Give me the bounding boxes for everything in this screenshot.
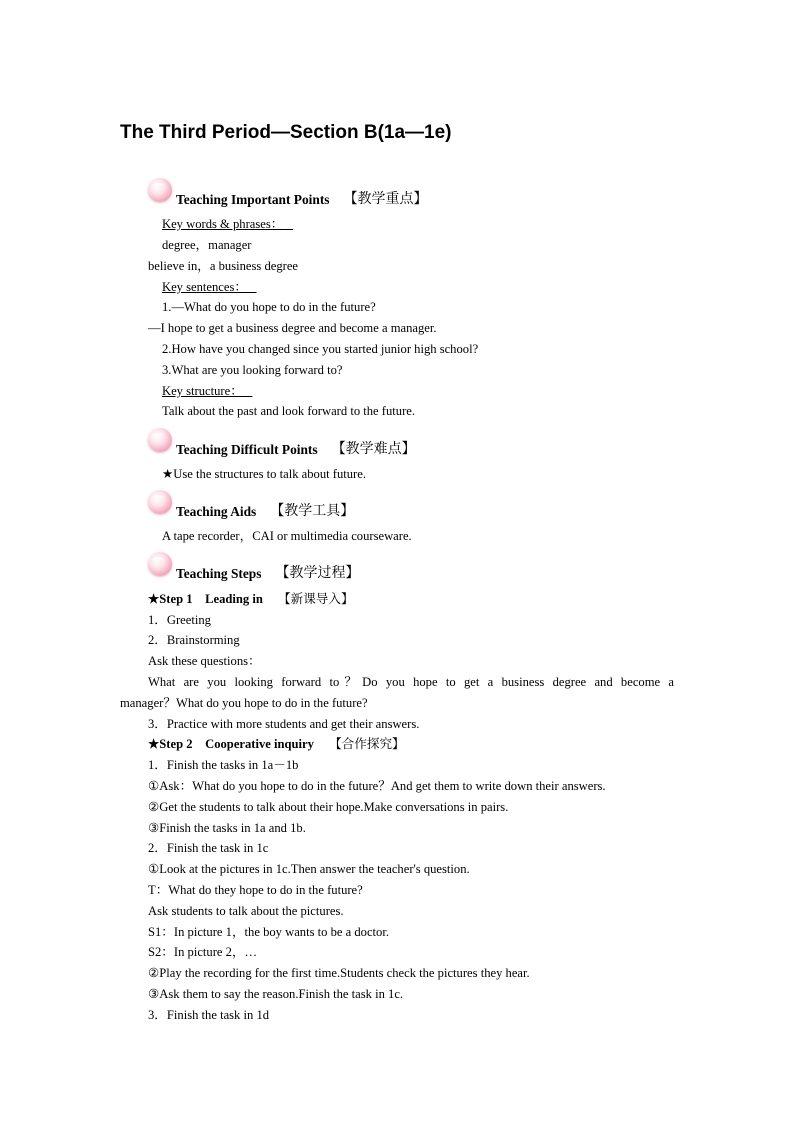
key-words-label: Key words & phrases： xyxy=(162,217,284,231)
key-sentence: —I hope to get a business degree and become a manager. xyxy=(148,321,437,335)
key-structure-label: Key structure： xyxy=(162,384,243,398)
step-item: 3．Practice with more students and get their answers. xyxy=(148,717,420,731)
section-heading-cn: 【教学过程】 xyxy=(275,565,360,581)
aids-item: A tape recorder，CAI or multimedia courseware. xyxy=(162,529,412,543)
section-heading-cn: 【教学工具】 xyxy=(270,503,355,519)
key-words-line: believe in，a business degree xyxy=(148,259,299,273)
section-heading-difficult-points xyxy=(148,428,416,458)
step-item: ②Get the students to talk about their hope.Make conversations in pairs. xyxy=(148,800,509,814)
section-heading-aids xyxy=(148,490,354,520)
section-heading-label: Teaching Important Points xyxy=(176,192,330,207)
section-heading-steps xyxy=(148,552,359,582)
step-title: ★Step 1 Leading in xyxy=(148,592,263,606)
section-heading-label: Teaching Steps xyxy=(176,566,262,581)
step-item: 1．Greeting xyxy=(148,613,211,627)
step-title: ★Step 2 Cooperative inquiry xyxy=(148,737,314,751)
step-paragraph-line: What are you looking forward to？Do you hope to get a business degree and become a xyxy=(148,675,674,689)
step-item: ②Play the recording for the first time.Students check the pictures they hear. xyxy=(148,966,530,980)
section-heading-cn: 【教学重点】 xyxy=(343,191,428,207)
step-item: Ask these questions： xyxy=(148,654,261,668)
step-item: T：What do they hope to do in the future? xyxy=(148,883,363,897)
step-title-cn: 【新课导入】 xyxy=(278,591,354,606)
step-item: 2．Finish the task in 1c xyxy=(148,841,269,855)
step-item: ①Look at the pictures in 1c.Then answer the teacher's question. xyxy=(148,862,470,876)
section-heading-cn: 【教学难点】 xyxy=(331,441,416,457)
step-item: S2：In picture 2，… xyxy=(148,945,258,959)
key-sentence: 1.—What do you hope to do in the future? xyxy=(162,300,376,314)
step-paragraph-line: manager？What do you hope to do in the future? xyxy=(120,696,368,710)
key-sentence: 3.What are you looking forward to? xyxy=(162,363,343,377)
difficult-point-item: ★Use the structures to talk about future. xyxy=(162,467,366,481)
step-2-heading xyxy=(148,736,405,752)
key-words-line: degree，manager xyxy=(162,238,252,252)
section-heading-important-points xyxy=(148,178,428,208)
step-item: S1：In picture 1，the boy wants to be a doctor. xyxy=(148,925,389,939)
step-1-heading xyxy=(148,591,354,607)
pink-bullet-icon xyxy=(148,552,172,576)
step-title-cn: 【合作探究】 xyxy=(329,736,405,751)
pink-bullet-icon xyxy=(148,490,172,514)
key-sentence: 2.How have you changed since you started junior high school? xyxy=(162,342,479,356)
key-structure: Talk about the past and look forward to the future. xyxy=(162,404,416,418)
pink-bullet-icon xyxy=(148,178,172,202)
step-item: ①Ask：What do you hope to do in the future？And get them to write down their answers. xyxy=(148,779,606,793)
key-sentences-label: Key sentences： xyxy=(162,280,247,294)
step-item: 1．Finish the tasks in 1a－1b xyxy=(148,758,299,772)
step-item: ③Ask them to say the reason.Finish the task in 1c. xyxy=(148,987,404,1001)
step-item: 2．Brainstorming xyxy=(148,633,240,647)
section-heading-label: Teaching Difficult Points xyxy=(176,442,318,457)
page-title: The Third Period—Section B(1a—1e) xyxy=(120,122,452,143)
step-item: 3．Finish the task in 1d xyxy=(148,1008,270,1022)
step-item: ③Finish the tasks in 1a and 1b. xyxy=(148,821,306,835)
pink-bullet-icon xyxy=(148,428,172,452)
step-item: Ask students to talk about the pictures. xyxy=(148,904,344,918)
section-heading-label: Teaching Aids xyxy=(176,504,257,519)
